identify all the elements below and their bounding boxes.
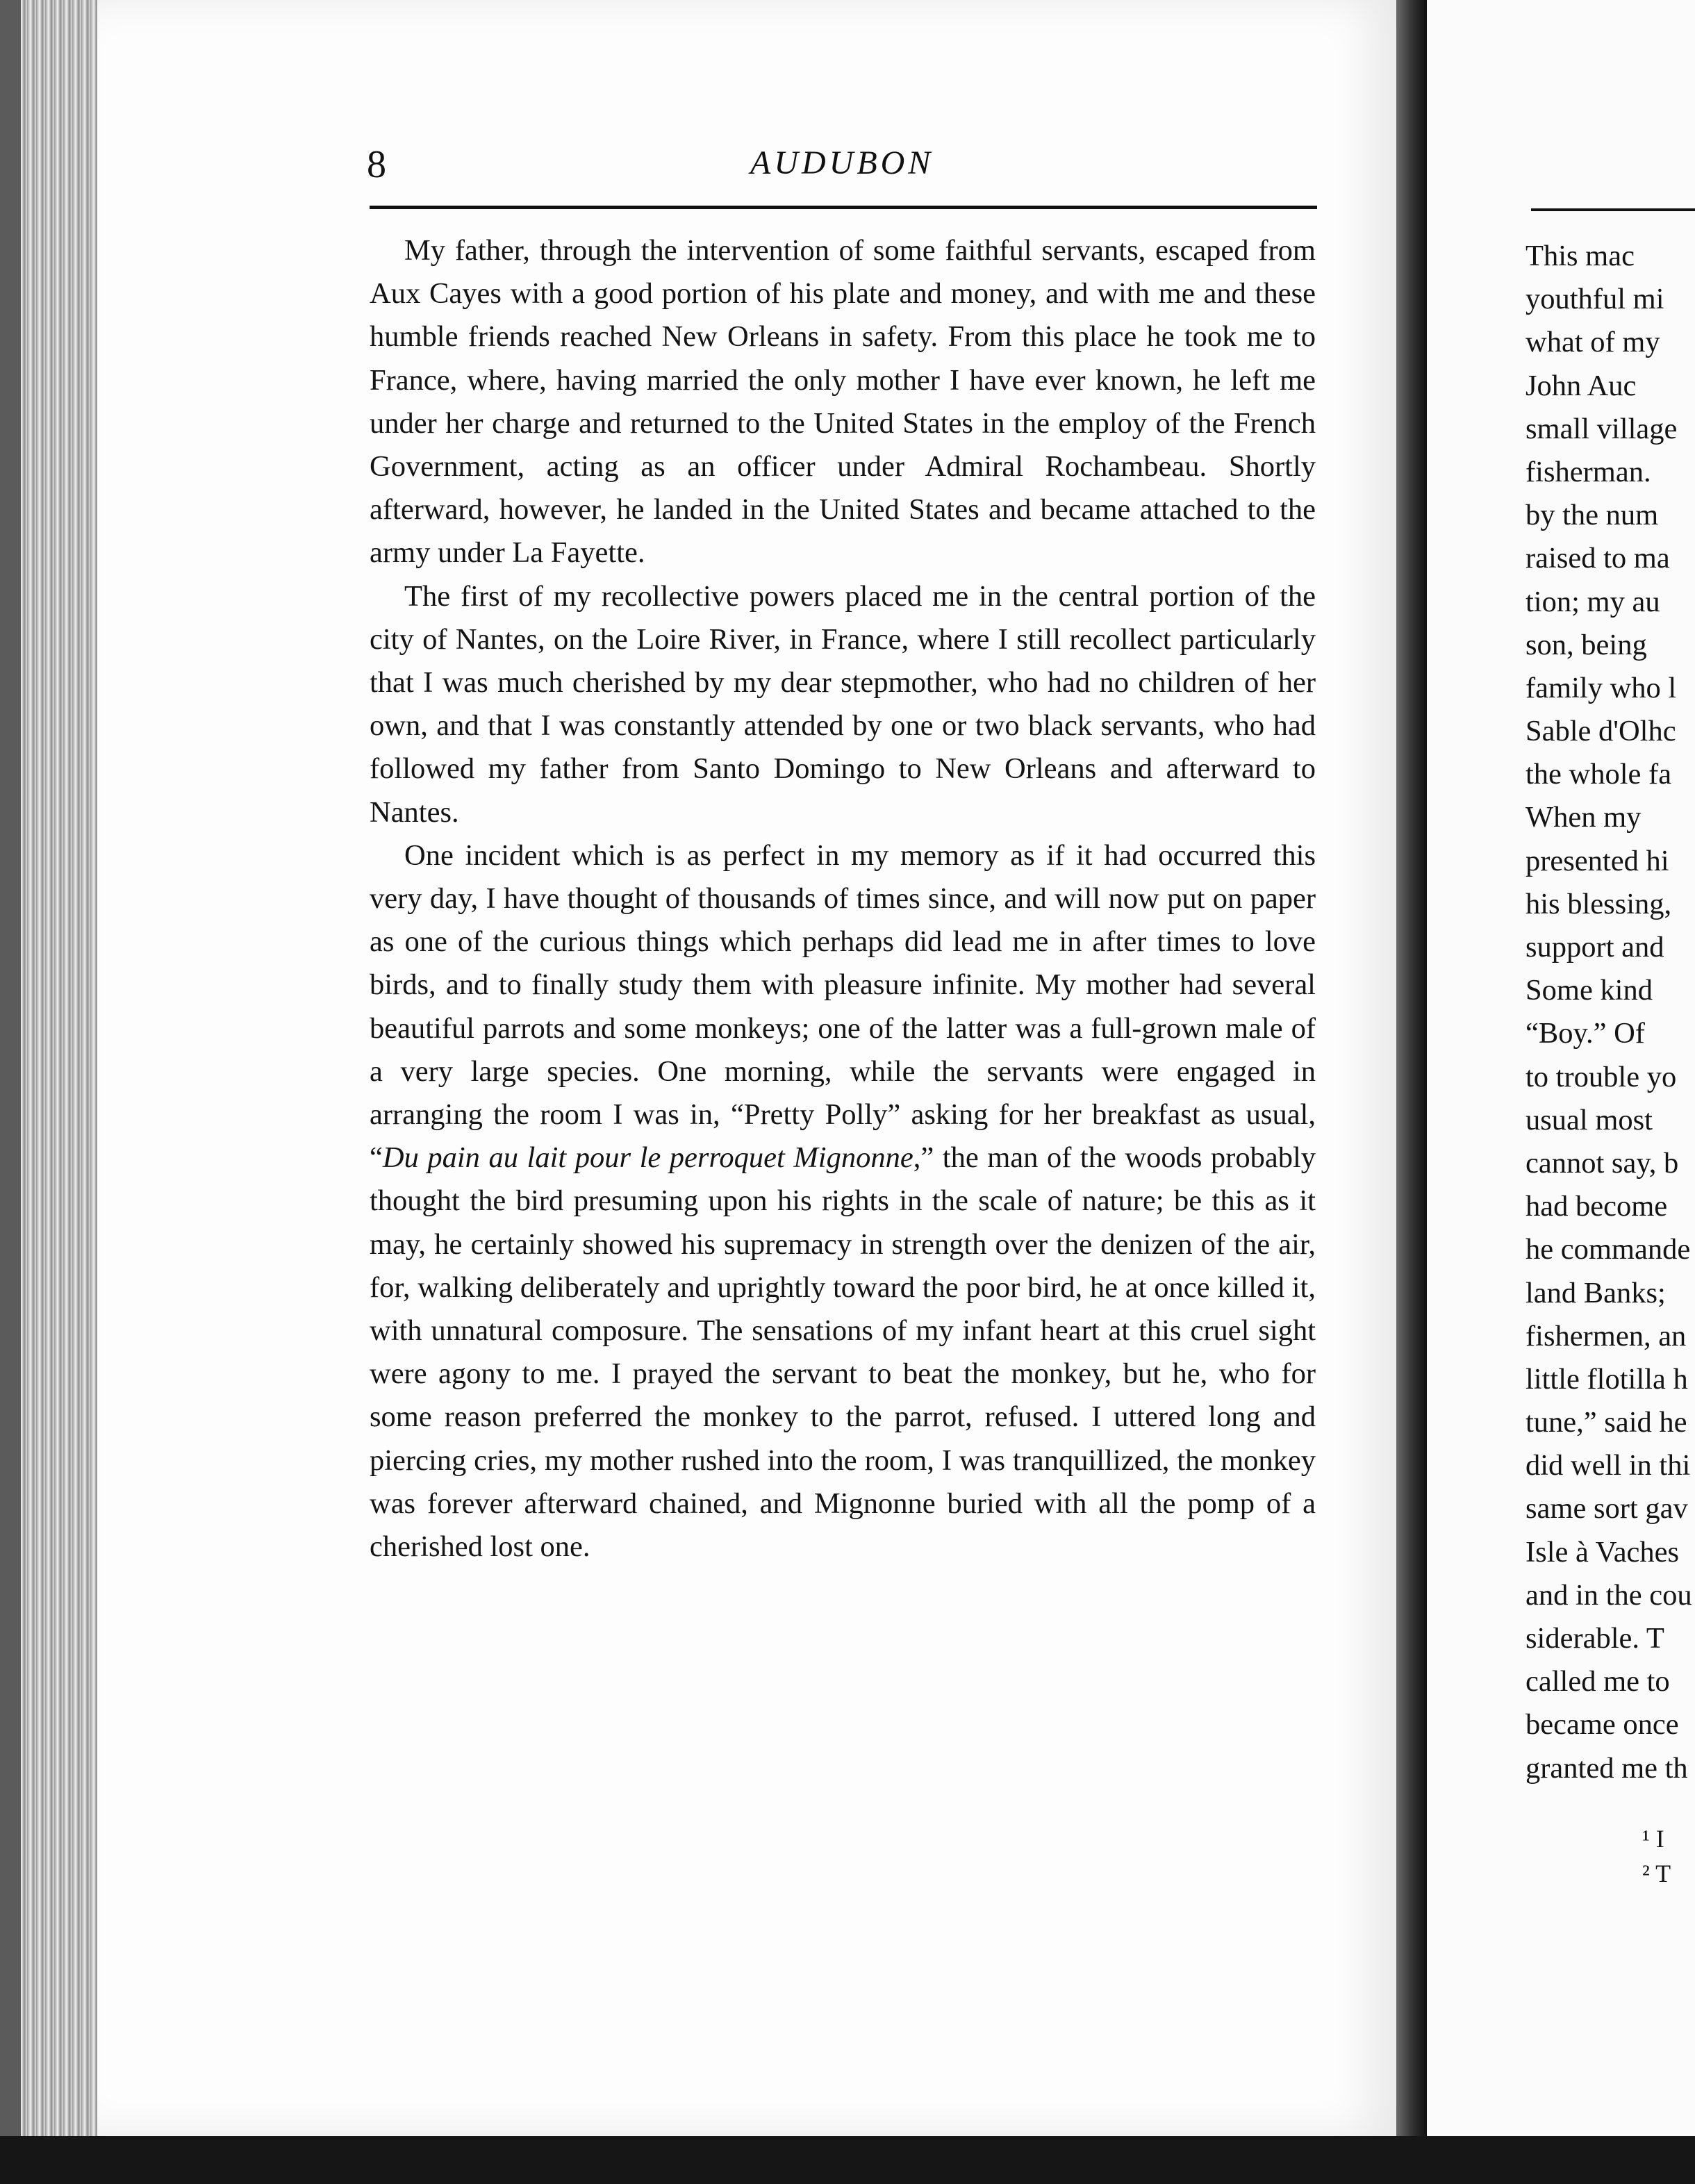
paragraph-text: ,” the man of the woods probably thought the bird presuming upon his rights in the scale of nature; be this as it may, he certainly showed his supremacy in strength over the denizen of the air, for, walking deliberately and uprightly toward the poor bird, he at once killed it, with unnatural composure. The sensations of my infant heart at this cruel sight were agony to me. I prayed the servant to beat the monkey, but he, who for some reason preferred the monkey to the parrot, refused. I uttered long and piercing cries, my mother rushed into the room, I was tranquillized, the monkey was forever afterward chained, and Mignonne buried with all the pomp of a cherished lost one.: [370, 1141, 1316, 1564]
right-line: family who l: [1526, 671, 1677, 704]
right-line: little flotilla h: [1526, 1362, 1688, 1396]
right-line: what of my: [1526, 326, 1660, 359]
paragraph-text: One incident which is as perfect in my memory as if it had occurred this very day, I have thought of thousands of times since, and will now put on paper as one of the curious things which perhaps did lead me in after times to love birds, and to finally study them with pleasure infinite. My mother had several beautiful parrots and some monkeys; one of the latter was a full-grown male of a very large species. One morning, while the servants were engaged in arranging the room I was in, “Pretty Polly” asking for her breakfast as usual, “: [370, 838, 1316, 1175]
right-line: became once: [1526, 1708, 1679, 1742]
right-line: land Banks;: [1526, 1276, 1666, 1309]
right-line: Isle à Vaches: [1526, 1535, 1680, 1569]
right-line: siderable. T: [1526, 1622, 1664, 1655]
right-line: he commande: [1526, 1233, 1691, 1266]
right-line: usual most: [1526, 1103, 1653, 1136]
right-line: fishermen, an: [1526, 1319, 1687, 1352]
paragraph: My father, through the intervention of some faithful servants, escaped from Aux Cayes with a good portion of his plate and money, and with me and these humble friends reached New Orleans in safety. From this place he took me to France, where, having married the only mother I have ever known, he left me under her charge and returned to the United States in the employ of the French Government, acting as an officer under Admiral Rochambeau. Shortly afterward, however, he landed in the United States and became attached to the army under La Fayette.: [370, 234, 1316, 570]
right-line: called me to: [1526, 1665, 1670, 1698]
right-line: raised to ma: [1526, 542, 1670, 575]
right-line: son, being: [1526, 628, 1647, 661]
right-line: granted me th: [1526, 1751, 1688, 1785]
running-title: AUDUBON: [750, 144, 934, 181]
right-line: This mac: [1526, 240, 1635, 272]
right-line: fisherman.: [1526, 455, 1651, 488]
header-rule: [370, 206, 1317, 209]
right-line: same sort gav: [1526, 1492, 1688, 1525]
page-edge-shadow: [0, 0, 21, 2184]
bottom-shadow: [0, 2136, 1695, 2184]
paragraph: The first of my recollective powers placed me in the central portion of the city of Nantes, on the Loire River, in France, where I still recollect particularly that I was much cherished by my dear stepmother, who had no children of her own, and that I was constantly attended by one or two black servants, who had followed my father from Santo Domingo to New Orleans and afterward to Nantes.: [370, 579, 1316, 829]
paragraph: [370, 834, 1316, 1569]
right-line: had become: [1526, 1190, 1668, 1223]
right-line: presented hi: [1526, 844, 1669, 877]
right-line: John Auc: [1526, 369, 1637, 402]
right-line: When my: [1526, 801, 1642, 834]
right-line: by the num: [1526, 499, 1659, 532]
right-line: did well in thi: [1526, 1449, 1691, 1482]
right-line: support and: [1526, 931, 1664, 963]
italic-quote: Du pain au lait pour le perroquet Mignonne: [382, 1141, 913, 1175]
right-line: tion; my au: [1526, 585, 1660, 618]
right-line: Sable d'Olhc: [1526, 715, 1676, 748]
footnote: ¹ I: [1642, 1825, 1664, 1853]
right-line: and in the cou: [1526, 1578, 1692, 1612]
right-line: small village: [1526, 412, 1678, 445]
right-line: tune,” said he: [1526, 1406, 1687, 1439]
right-header-rule: [1531, 208, 1695, 211]
right-line: cannot say, b: [1526, 1146, 1679, 1180]
right-page-footnotes: [1642, 1821, 1695, 1891]
page-number: 8: [367, 143, 386, 186]
book-gutter: [1396, 0, 1427, 2184]
right-line: youthful mi: [1526, 283, 1664, 316]
right-line: “Boy.” Of: [1526, 1017, 1645, 1050]
right-line: to trouble yo: [1526, 1060, 1677, 1093]
body-text: [370, 229, 1316, 1569]
right-page-text: [1526, 235, 1695, 1790]
right-line: his blessing,: [1526, 887, 1672, 920]
right-line: the whole fa: [1526, 758, 1672, 791]
footnote: ² T: [1642, 1860, 1671, 1887]
right-line: Some kind: [1526, 974, 1653, 1007]
